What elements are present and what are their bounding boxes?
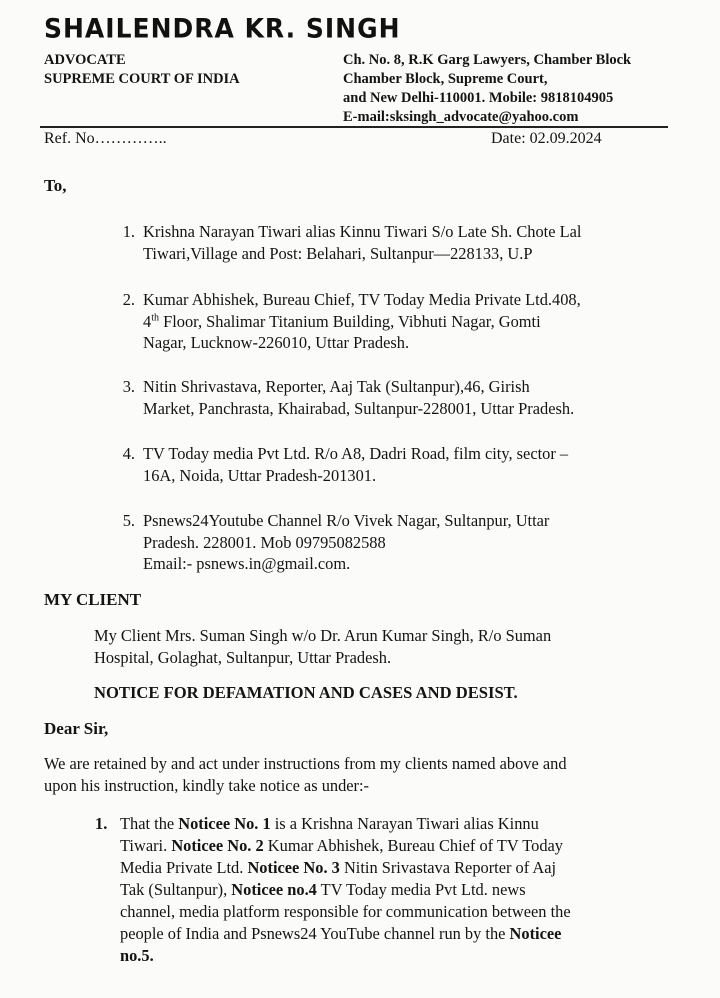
addressee-number: 4. — [122, 444, 135, 463]
addressee-line: 4th Floor, Shalimar Titanium Building, Vibhuti Nagar, Gomti — [143, 311, 541, 331]
noticee-ref: Noticee — [509, 924, 562, 943]
point-line: That the Noticee No. 1 is a Krishna Narayan Tiwari alias Kinnu — [120, 814, 539, 833]
addressee-email: Email:- psnews.in@gmail.com. — [143, 554, 351, 573]
point-number: 1. — [95, 814, 108, 833]
point-text — [120, 813, 680, 967]
intro-line: upon his instruction, kindly take notice as under:- — [44, 776, 370, 795]
point-line: Tak (Sultanpur), Noticee no.4 TV Today media Pvt Ltd. news — [120, 880, 526, 899]
addressee-number: 1. — [122, 222, 135, 241]
addressee-number: 2. — [122, 290, 135, 309]
addressee-line: Tiwari,Village and Post: Belahari, Sultanpur—228133, U.P — [143, 243, 533, 263]
point-line: Tiwari. Noticee No. 2 Kumar Abhishek, Bureau Chief of TV Today — [120, 836, 564, 855]
advocate-name: SHAILENDRA KR. SINGH — [44, 13, 401, 44]
point-line: channel, media platform responsible for communication between the — [120, 902, 571, 921]
point-line — [120, 945, 680, 967]
chamber-address — [343, 51, 631, 127]
noticee-ref: no.5. — [120, 946, 154, 965]
notice-title: NOTICE FOR DEFAMATION AND CASES AND DESIST. — [94, 683, 518, 702]
address-line: and New Delhi-110001. Mobile: 9818104905 — [343, 90, 614, 106]
advocate-designation — [44, 51, 240, 89]
noticee-ref: Noticee No. 2 — [171, 836, 264, 855]
point-line: people of India and Psnews24 YouTube channel run by the Noticee — [120, 924, 562, 943]
my-client-heading: MY CLIENT — [44, 590, 142, 609]
client-line: My Client Mrs. Suman Singh w/o Dr. Arun Kumar Singh, R/o Suman — [94, 626, 552, 645]
addressee-line: Krishna Narayan Tiwari alias Kinnu Tiwari S/o Late Sh. Chote Lal — [143, 222, 582, 241]
intro-line: We are retained by and act under instructions from my clients named above and — [44, 754, 567, 773]
addressee-line: Kumar Abhishek, Bureau Chief, TV Today Media Private Ltd.408, — [143, 290, 581, 309]
header-divider — [40, 126, 668, 128]
addressee-line: Nagar, Lucknow-226010, Uttar Pradesh. — [143, 333, 410, 352]
addressee-line: Nitin Shrivastava, Reporter, Aaj Tak (Sultanpur),46, Girish — [143, 377, 530, 396]
client-line: Hospital, Golaghat, Sultanpur, Uttar Pradesh. — [94, 648, 392, 667]
addressee-line: TV Today media Pvt Ltd. R/o A8, Dadri Road, film city, sector – — [143, 444, 569, 463]
client-details — [94, 625, 551, 669]
noticee-ref: Noticee No. 3 — [247, 858, 340, 877]
designation-line: SUPREME COURT OF INDIA — [44, 71, 240, 87]
noticee-ref: Noticee no.4 — [231, 880, 317, 899]
address-line: Chamber Block, Supreme Court, — [343, 71, 548, 87]
dear-sir-salutation: Dear Sir, — [44, 719, 109, 738]
addressee-line: Psnews24Youtube Channel R/o Vivek Nagar, Sultanpur, Uttar — [143, 511, 550, 530]
intro-paragraph — [44, 753, 567, 797]
point-line: Media Private Ltd. Noticee No. 3 Nitin Srivastava Reporter of Aaj — [120, 858, 557, 877]
address-line: Ch. No. 8, R.K Garg Lawyers, Chamber Block — [343, 52, 632, 68]
letter-date: Date: 02.09.2024 — [491, 130, 602, 147]
email-line: E-mail:sksingh_advocate@yahoo.com — [343, 109, 579, 125]
noticee-ref: Noticee No. 1 — [178, 814, 271, 833]
addressee-number: 5. — [122, 511, 135, 530]
addressee-line: Pradesh. 228001. Mob 09795082588 — [143, 532, 386, 552]
to-salutation: To, — [44, 176, 67, 195]
addressee-line: 16A, Noida, Uttar Pradesh-201301. — [143, 465, 377, 485]
addressee-number: 3. — [122, 377, 135, 396]
reference-number: Ref. No………….. — [44, 130, 167, 147]
designation-line: ADVOCATE — [44, 52, 126, 68]
addressee-line: Market, Panchrasta, Khairabad, Sultanpur-228001, Uttar Pradesh. — [143, 398, 575, 418]
